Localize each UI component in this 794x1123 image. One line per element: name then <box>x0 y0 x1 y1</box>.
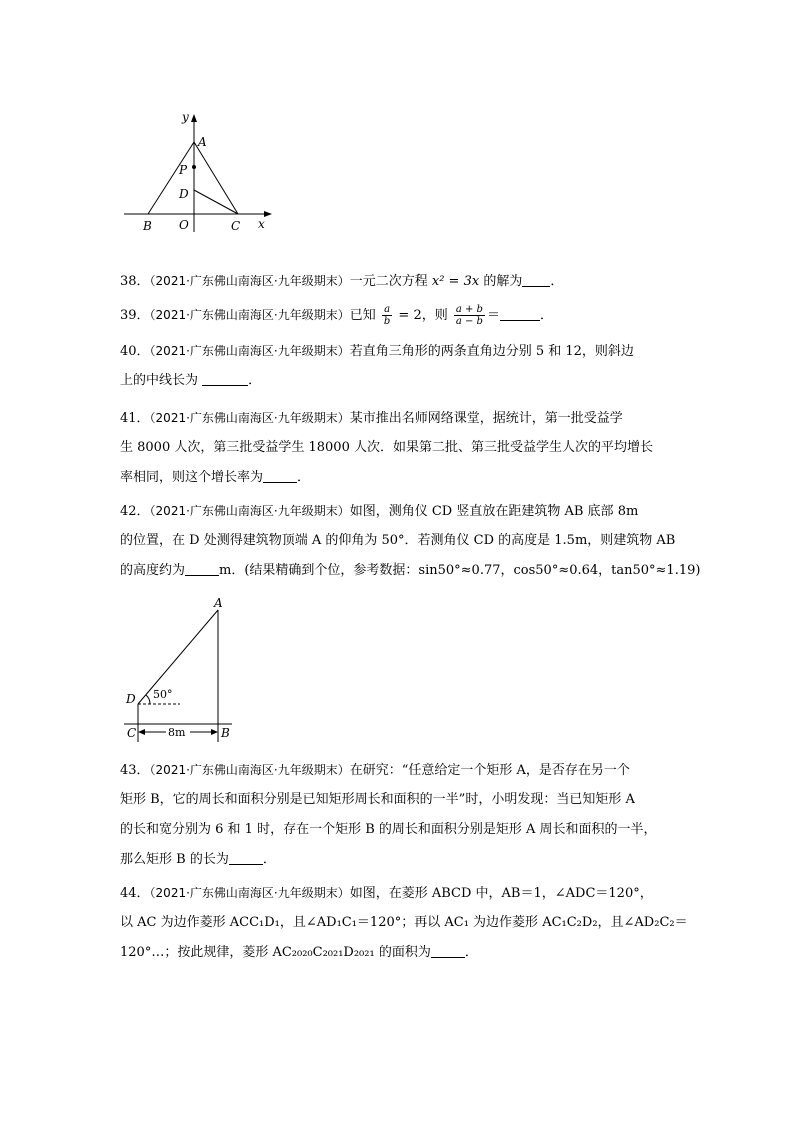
fraction-a-over-b <box>382 304 392 327</box>
question-text: 已知 <box>349 308 376 323</box>
period: ． <box>550 274 564 289</box>
denominator: a − b <box>455 316 483 327</box>
answer-blank[interactable] <box>185 561 219 576</box>
question-text: 某市推出名师网络课堂，据统计，第一批受益学 <box>349 411 623 426</box>
question-number: 43． <box>120 763 150 778</box>
sight-line-da <box>138 610 218 704</box>
question-text: 一元二次方程 <box>349 274 428 289</box>
question-source: （2021·广东佛山南海区·九年级期末） <box>149 411 350 425</box>
question-text: 以 AC 为边作菱形 ACC₁D₁，且∠AD₁C₁＝120°；再以 AC₁ 为边作菱形 AC₁C₂D₂，且∠AD₂C₂＝ <box>120 915 688 930</box>
segment-ac <box>194 142 238 214</box>
label-a: A <box>214 596 223 610</box>
coordinate-figure <box>118 104 278 239</box>
period: ． <box>464 945 478 960</box>
question-text: 在研究：“任意给定一个矩形 A，是否存在另一个 <box>349 763 630 778</box>
label-o: O <box>179 218 189 232</box>
label-y: y <box>182 110 189 124</box>
question-41 <box>120 403 680 493</box>
numerator: a + b <box>455 304 483 315</box>
label-p: P <box>179 163 188 177</box>
answer-blank[interactable] <box>431 943 465 958</box>
answer-blank[interactable] <box>522 272 550 287</box>
equation-text: = 2，则 <box>394 308 448 323</box>
question-source: （2021·广东佛山南海区·九年级期末） <box>149 504 350 518</box>
question-source: （2021·广东佛山南海区·九年级期末） <box>149 886 350 900</box>
label-x: x <box>258 217 265 231</box>
question-text: 的长和宽分别为 6 和 1 时，存在一个矩形 B 的周长和面积分别是矩形 A 周长和面积的一半， <box>120 822 657 837</box>
question-number: 40． <box>120 344 150 359</box>
question-number: 42． <box>120 504 150 519</box>
label-a: A <box>198 135 207 149</box>
label-d: D <box>179 187 189 201</box>
period: ． <box>539 308 553 323</box>
question-number: 44． <box>120 886 150 901</box>
question-39 <box>120 300 680 330</box>
distance-label: 8m <box>168 726 186 739</box>
question-number: 38． <box>120 274 150 289</box>
segment-ba <box>148 142 194 214</box>
question-text: 率相同，则这个增长率为 <box>120 470 264 485</box>
angle-label: 50° <box>153 688 173 701</box>
y-axis-arrow <box>191 114 197 122</box>
question-text: 若直角三角形的两条直角边分别 5 和 12，则斜边 <box>349 344 634 359</box>
question-42 <box>120 496 701 586</box>
question-source: （2021·广东佛山南海区·九年级期末） <box>149 274 350 288</box>
answer-blank[interactable] <box>500 306 540 321</box>
equals-sign: ＝ <box>486 308 500 323</box>
answer-blank[interactable] <box>263 468 297 483</box>
period: ． <box>297 470 311 485</box>
period: ． <box>248 373 262 388</box>
question-number: 39． <box>120 308 150 323</box>
question-43 <box>120 755 680 875</box>
segment-dc <box>194 190 238 214</box>
label-b: B <box>143 219 152 233</box>
denominator: b <box>383 316 391 327</box>
equation: x² = 3x <box>431 274 480 289</box>
label-c: C <box>127 726 137 740</box>
question-text: 120°…；按此规律，菱形 AC₂₀₂₀C₂₀₂₁D₂₀₂₁ 的面积为 <box>120 945 431 960</box>
question-source: （2021·广东佛山南海区·九年级期末） <box>149 763 350 777</box>
question-text: 的高度约为 <box>120 563 186 578</box>
question-source: （2021·广东佛山南海区·九年级期末） <box>149 308 350 322</box>
question-text: 的解为 <box>483 274 523 289</box>
question-text: 上的中线长为 <box>120 373 203 388</box>
period: ． <box>262 852 276 867</box>
question-44 <box>120 878 688 968</box>
answer-blank[interactable] <box>202 371 248 386</box>
question-text: 如图，在菱形 ABCD 中，AB＝1，∠ADC＝120°， <box>349 886 653 901</box>
question-40 <box>120 336 680 396</box>
label-d: D <box>126 692 136 706</box>
dimension-arrow-right <box>211 729 218 735</box>
question-text: 的位置，在 D 处测得建筑物顶端 A 的仰角为 50°．若测角仪 CD 的高度是 1.5m，则建筑物 AB <box>120 533 676 548</box>
answer-blank[interactable] <box>229 850 263 865</box>
label-b: B <box>221 726 230 740</box>
x-axis-arrow <box>264 211 272 217</box>
question-text: 如图，测角仪 CD 竖直放在距建筑物 AB 底部 8m <box>349 504 639 519</box>
question-text: m．(结果精确到个位，参考数据：sin50°≈0.77，cos50°≈0.64，tan50°≈1.19) <box>219 563 701 578</box>
question-text: 那么矩形 B 的长为 <box>120 852 229 867</box>
question-number: 41． <box>120 411 150 426</box>
question-source: （2021·广东佛山南海区·九年级期末） <box>149 344 350 358</box>
point-p <box>192 165 196 169</box>
question-text: 矩形 B，它的周长和面积分别是已知矩形周长和面积的一半”时，小明发现：当已知矩形 A <box>120 792 635 807</box>
angle-measure-figure <box>118 594 248 742</box>
numerator: a <box>382 304 392 316</box>
fraction-sum-over-diff <box>454 304 485 327</box>
label-c: C <box>231 219 241 233</box>
angle-arc <box>146 695 150 704</box>
dimension-arrow-left <box>138 729 145 735</box>
question-text: 生 8000 人次，第三批受益学生 18000 人次．如果第二批、第三批受益学生人次的平均增长 <box>120 440 653 455</box>
question-38 <box>120 266 680 296</box>
